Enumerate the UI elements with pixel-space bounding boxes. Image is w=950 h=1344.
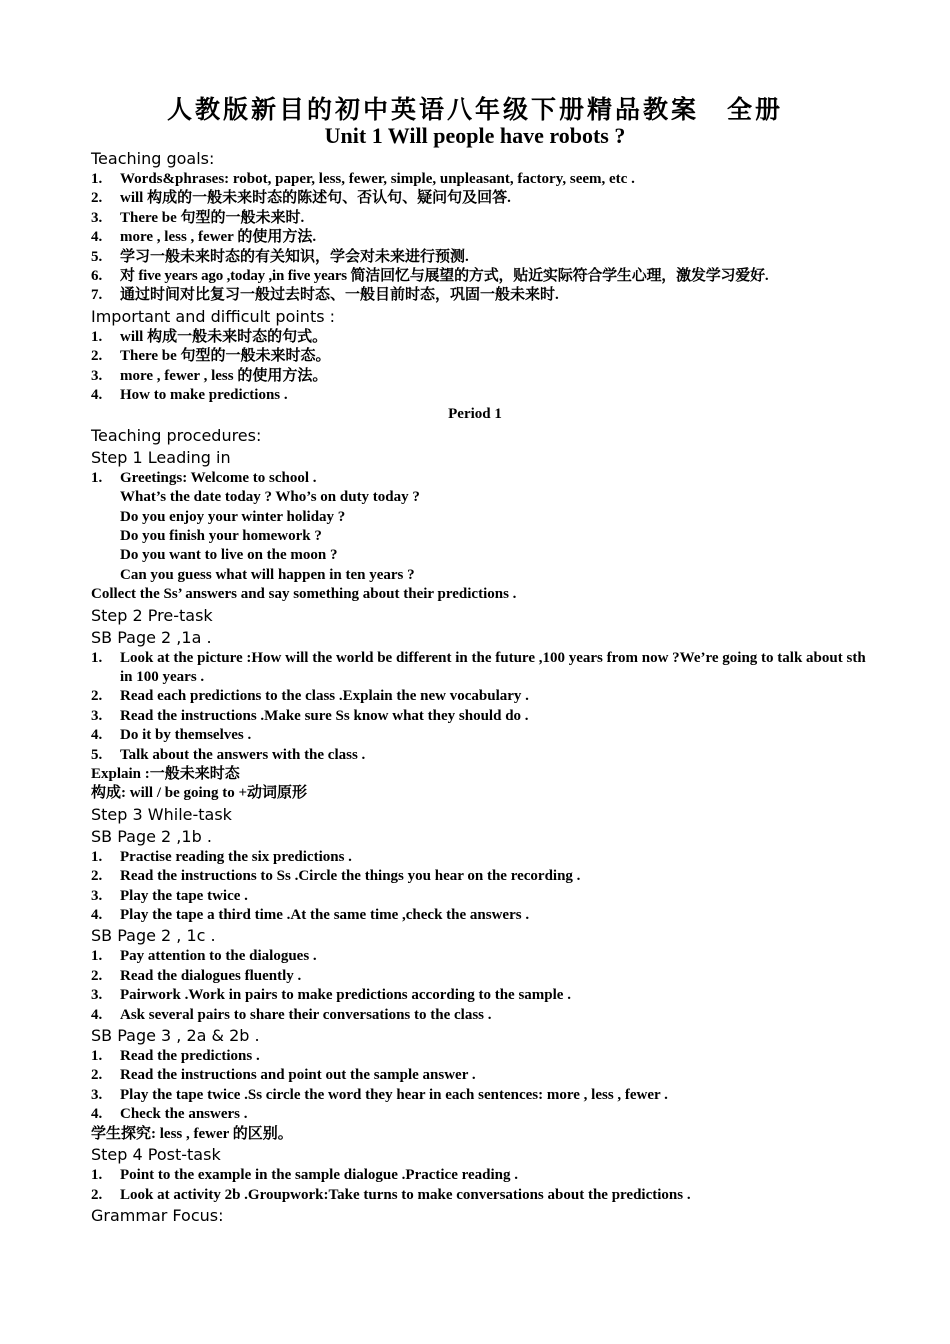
list-item: 4. Play the tape a third time .At the same time ,check the answers . <box>91 907 530 924</box>
procedures-heading: Teaching procedures: <box>91 425 262 445</box>
list-item: 1. will 构成一般未来时态的句式。 <box>91 328 328 345</box>
list-item: 1. Pay attention to the dialogues . <box>91 948 317 965</box>
explore-line: 学生探究: less , fewer 的区别。 <box>91 1125 293 1142</box>
list-item: 2. will 构成的一般未来时态的陈述句、否认句、疑问句及回答. <box>91 190 511 207</box>
list-item: 7. 通过时间对比复习一般过去时态、一般目前时态，巩固一般未来时. <box>91 287 559 304</box>
list-item: 2. There be 句型的一般未来时态。 <box>91 348 331 365</box>
list-item: 2. Read the instructions and point out the sample answer . <box>91 1067 476 1084</box>
list-item: 3. Read the instructions .Make sure Ss know what they should do . <box>91 707 529 724</box>
unit-title: Unit 1 Will people have robots ? <box>324 123 626 148</box>
structure-line: 构成: will / be going to +动词原形 <box>91 785 308 802</box>
question-line: Do you enjoy your winter holiday ? <box>120 508 346 525</box>
list-item: 3. Pairwork .Work in pairs to make predictions according to the sample . <box>91 987 571 1004</box>
teaching-goals-heading: Teaching goals: <box>91 149 215 168</box>
step3-subheading-1b: SB Page 2 ,1b . <box>91 826 212 846</box>
list-item: 4. more , less , fewer 的使用方法. <box>91 229 317 246</box>
step4-heading: Step 4 Post-task <box>91 1145 221 1165</box>
step1-heading: Step 1 Leading in <box>91 447 231 467</box>
question-line: Can you guess what will happen in ten years ? <box>120 566 415 583</box>
list-item: 4. Do it by themselves . <box>91 727 252 744</box>
list-item: 2. Read each predictions to the class .Explain the new vocabulary . <box>91 688 529 705</box>
question-line: Do you finish your homework ? <box>120 528 322 545</box>
grammar-focus-heading: Grammar Focus: <box>91 1205 224 1225</box>
list-item: 1. Look at the picture :How will the world be different in the future ,100 years from now ?We’re going to talk about sth in 100 years . <box>91 649 866 686</box>
important-points-heading: Important and difficult points : <box>91 306 336 326</box>
list-item: 1. Read the predictions . <box>91 1048 260 1065</box>
list-item: 5. Talk about the answers with the class . <box>91 746 366 763</box>
list-item: 3. There be 句型的一般未来时. <box>91 209 305 226</box>
list-item: 2. Read the dialogues fluently . <box>91 967 302 984</box>
period-heading: Period 1 <box>448 406 502 423</box>
step3-subheading-2ab: SB Page 3 , 2a & 2b . <box>91 1026 260 1046</box>
question-line: Do you want to live on the moon ? <box>120 547 338 564</box>
step3-heading: Step 3 While-task <box>91 804 232 824</box>
document-body <box>91 148 881 1227</box>
list-item: 2. Read the instructions to Ss .Circle the things you hear on the recording . <box>91 868 581 885</box>
list-item: 4. Ask several pairs to share their conversations to the class . <box>91 1006 492 1023</box>
list-item: 3. more , fewer , less 的使用方法。 <box>91 367 328 384</box>
list-item: 4. How to make predictions . <box>91 387 288 404</box>
explain-line: Explain :一般未来时态 <box>91 766 240 783</box>
collect-line: Collect the Ss’ answers and say something about their predictions . <box>91 586 517 603</box>
step2-subheading: SB Page 2 ,1a . <box>91 627 212 647</box>
list-item: 1. Greetings: Welcome to school . <box>91 469 317 486</box>
list-item: 2. Look at activity 2b .Groupwork:Take turns to make conversations about the predictions . <box>91 1186 691 1203</box>
list-item: 1. Words&phrases: robot, paper, less, fewer, simple, unpleasant, factory, seem, etc . <box>91 171 635 187</box>
list-item: 5. 学习一般未来时态的有关知识，学会对未来进行预测. <box>91 248 469 265</box>
step3-subheading-1c: SB Page 2 , 1c . <box>91 926 216 946</box>
list-item: 3. Play the tape twice .Ss circle the word they hear in each sentences: more , less , fewer . <box>91 1086 668 1103</box>
step2-heading: Step 2 Pre-task <box>91 605 213 625</box>
list-item: 4. Check the answers . <box>91 1106 248 1123</box>
list-item: 1. Point to the example in the sample dialogue .Practice reading . <box>91 1167 519 1184</box>
list-item: 6. 对 five years ago ,today ,in five years 简洁回忆与展望的方式，贴近实际符合学生心理，激发学习爱好. <box>91 268 769 285</box>
question-line: What’s the date today ? Who’s on duty today ? <box>120 489 420 506</box>
list-item: 1. Practise reading the six predictions . <box>91 848 352 865</box>
document-title: 人教版新目的初中英语八年级下册精品教案 全册 <box>166 95 783 124</box>
list-item: 3. Play the tape twice . <box>91 887 248 904</box>
